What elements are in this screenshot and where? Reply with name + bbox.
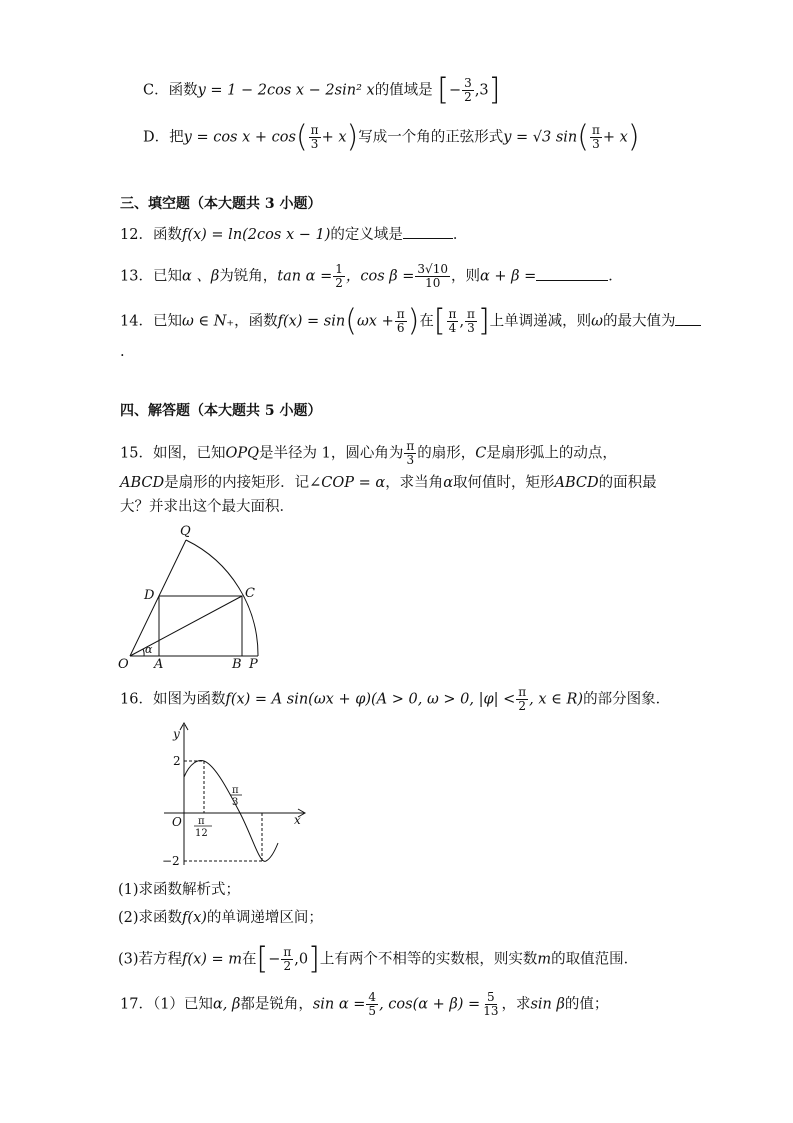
section-answer-heading: 四、解答题（本大题共 5 小题）	[120, 403, 322, 419]
origin-label: O	[172, 815, 182, 829]
y-axis-label: y	[173, 727, 180, 741]
label-c: C	[245, 586, 255, 601]
option-c: C．函数y = 1 − 2cos x − 2sin² x的值域是 [− $\frac{3}{2}$ ,3]	[143, 72, 501, 108]
question-14: 14．已知ω ∈ N₊，函数f(x) = sin(ωx + $\frac{\pi}{6}$ )在[ $\frac{\pi}{4}$ , $\frac{\pi}{3}$ ]上单调递减，则ω的最大值为	[120, 308, 701, 335]
rectangle-abcd	[159, 596, 242, 656]
question-13: 13．已知α 、β为锐角，tan α = $\frac{1}{2}$ ，cos β = $\frac{3√10}{10}$ ，则α + β = ．	[120, 262, 623, 290]
section-fill-in-heading: 三、填空题（本大题共 3 小题）	[120, 196, 322, 212]
q14-trailing-dot: .	[120, 344, 125, 360]
option-c-label: C．函数	[143, 82, 198, 99]
tick-pi-12-num: π	[198, 816, 205, 827]
sector-rectangle-figure	[110, 520, 280, 670]
q16-part-3: (3)若方程f(x) = m在[− $\frac{\pi}{2}$ ,0]上有两个不相等的实数根，则实数m的取值范围．	[118, 941, 639, 977]
label-d: D	[144, 588, 155, 603]
label-p: P	[249, 657, 258, 670]
question-17: 17．（1）已知α, β都是锐角，sin α = $\frac{4}{5}$ , cos(α + β) = $\frac{5}{13}$ ，求sin β的值；	[120, 990, 609, 1018]
question-12: 12．函数f(x) = ln(2cos x − 1)的定义域是 ．	[120, 224, 467, 245]
q12-expr: f(x) = ln(2cos x − 1)	[181, 227, 331, 243]
label-o: O	[118, 657, 129, 670]
tick-pi-3-num: π	[232, 785, 239, 796]
label-b: B	[232, 657, 242, 670]
q13-answer-blank[interactable]	[536, 266, 608, 281]
label-q: Q	[180, 524, 191, 539]
q16-part-1: (1)求函数解析式；	[118, 882, 241, 898]
option-d-expr2: y = √3 sin	[503, 129, 578, 146]
tick-pi-12-den: 12	[195, 828, 208, 839]
q14-answer-blank[interactable]	[675, 311, 701, 326]
question-15-line-3: 大？并求出这个最大面积．	[120, 499, 294, 515]
question-15-line-1: 15．如图，已知OPQ是半径为 1，圆心角为 $\frac{\pi}{3}$ 的扇形，C是扇形弧上的动点，	[120, 439, 617, 467]
tick-label-2: 2	[173, 754, 181, 768]
radius-oq	[130, 540, 186, 656]
label-alpha: α	[145, 643, 153, 656]
option-d-expr1: y = cos x + cos	[183, 129, 296, 146]
label-a: A	[154, 657, 164, 670]
question-15-line-2: ABCD是扇形的内接矩形．记∠COP = α，求当角α取何值时，矩形ABCD的面积最	[120, 475, 657, 491]
question-16: 16．如图为函数f(x) = A sin(ωx + φ)(A > 0, ω > 0, |φ| < $\frac{\pi}{2}$ , x ∈ R)的部分图象．	[120, 685, 671, 713]
tick-pi-3-den: 3	[232, 797, 239, 808]
sine-curve	[184, 761, 278, 862]
angle-alpha-arc	[143, 649, 144, 656]
option-c-suffix: 的值域是	[374, 82, 433, 99]
q12-answer-blank[interactable]	[403, 224, 453, 239]
option-c-expr: y = 1 − 2cos x − 2sin² x	[197, 82, 375, 99]
q16-part-2: (2)求函数f(x)的单调递增区间；	[118, 910, 323, 926]
option-c-frac: $\frac{3}{2}$	[464, 76, 472, 104]
option-d: D．把y = cos x + cos( $\frac{\pi}{3}$ + x)写成一个角的正弦形式y = √3 sin( $\frac{\pi}{3}$ + x)	[143, 119, 640, 155]
x-axis-label: x	[294, 813, 301, 827]
tick-label-neg-2: −2	[162, 854, 180, 868]
sine-graph-figure	[160, 715, 310, 880]
